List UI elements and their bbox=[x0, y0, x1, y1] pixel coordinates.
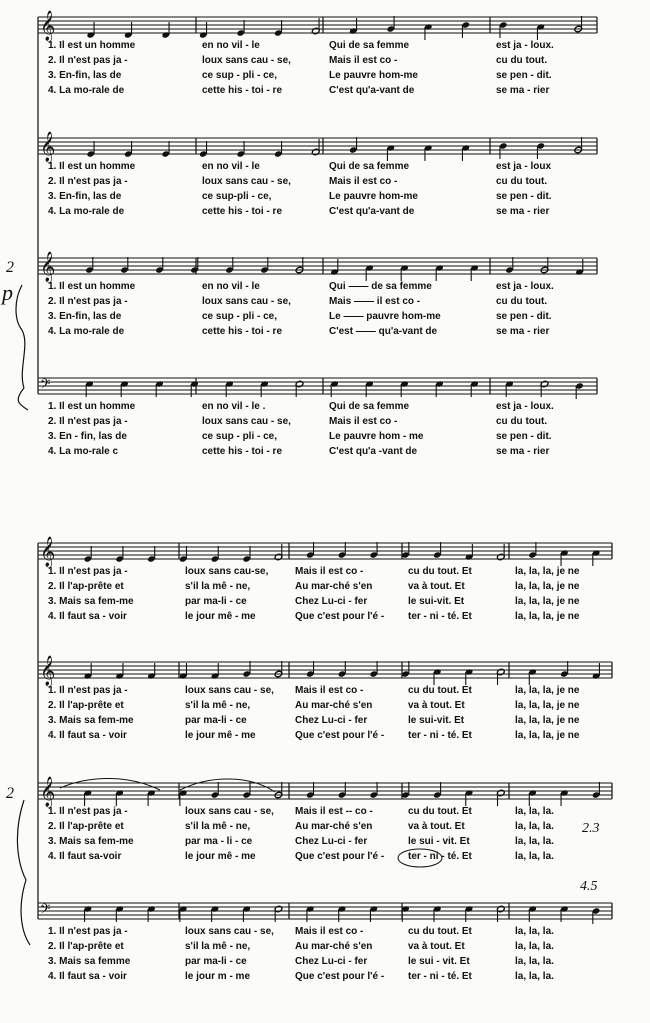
lyric-verse-1: Qui de sa femme bbox=[329, 161, 410, 172]
lyric-verse-4: se ma - rier bbox=[496, 85, 550, 96]
note bbox=[560, 549, 569, 566]
lyric-verse-2: va à tout. Et bbox=[408, 821, 465, 832]
lyric-verse-3: par ma - li - ce bbox=[185, 836, 253, 847]
lyric-verse-2: loux sans cau - se, bbox=[202, 176, 291, 187]
lyric-verse-1: la, la, la, je ne bbox=[515, 566, 580, 577]
note bbox=[306, 782, 315, 799]
lyric-verse-2: 2. Il l'ap-prête et bbox=[48, 941, 124, 952]
lyric-verse-1: Qui de sa femme bbox=[329, 40, 410, 51]
lyric-verse-3: 3. Mais sa fem-me bbox=[48, 836, 134, 847]
lyric-verse-2: Au mar-ché s'en bbox=[295, 581, 373, 592]
note bbox=[461, 144, 470, 161]
lyric-verse-1: cu du tout. Et bbox=[408, 566, 472, 577]
lyric-verse-2: cu du tout. bbox=[496, 176, 548, 187]
lyric-verse-4: C'est qu'a-vant de bbox=[329, 206, 415, 217]
note bbox=[461, 21, 470, 38]
lyric-verse-1: 1. Il est un homme bbox=[48, 281, 136, 292]
lyric-verse-1: Mais il est co - bbox=[295, 926, 364, 937]
lyric-verse-2: la, la, la. bbox=[515, 821, 554, 832]
note bbox=[433, 542, 442, 559]
lyric-verse-2: va à tout. Et bbox=[408, 941, 465, 952]
note bbox=[365, 264, 374, 281]
lyric-verse-3: le sui-vit. Et bbox=[408, 715, 465, 726]
note bbox=[540, 257, 549, 274]
lyric-verse-3: Le —— pauvre hom-me bbox=[329, 311, 441, 322]
lyric-verse-3: par ma-li - ce bbox=[185, 956, 247, 967]
lyric-verse-3: 3. En-fin, las de bbox=[48, 191, 122, 202]
note bbox=[242, 782, 251, 799]
lyric-verse-2: 2. Il n'est pas ja - bbox=[48, 416, 128, 427]
lyric-verse-3: Chez Lu-ci - fer bbox=[295, 596, 368, 607]
note bbox=[574, 137, 583, 154]
staff bbox=[38, 776, 612, 862]
lyric-verse-1: Mais il est co - bbox=[295, 685, 364, 696]
lyric-verse-1: la, la, la. bbox=[515, 926, 554, 937]
lyric-verse-3: le sui - vit. Et bbox=[408, 956, 470, 967]
staff bbox=[38, 536, 612, 622]
lyric-verse-4: 4. Il faut sa-voir bbox=[48, 851, 122, 862]
lyric-verse-4: le jour mê - me bbox=[185, 730, 256, 741]
lyric-verse-4: ter - ni - té. Et bbox=[408, 730, 472, 741]
note bbox=[435, 264, 444, 281]
lyric-verse-3: 3. En-fin, las de bbox=[48, 70, 122, 81]
lyric-verse-1: cu du tout. Et bbox=[408, 926, 472, 937]
lyric-verse-2: Au mar-ché s'en bbox=[295, 700, 373, 711]
note bbox=[386, 16, 395, 33]
lyric-verse-4: cette his - toi - re bbox=[202, 206, 283, 217]
bass-clef-icon: 𝄢 bbox=[40, 901, 51, 920]
note bbox=[115, 789, 124, 806]
lyric-verse-2: Mais il est co - bbox=[329, 176, 398, 187]
music-root bbox=[38, 10, 612, 982]
margin-annotation-p: p bbox=[2, 280, 13, 305]
lyric-verse-1: est ja - loux. bbox=[496, 281, 554, 292]
lyric-verse-4: C'est —— qu'a-vant de bbox=[329, 326, 438, 337]
lyric-verse-4: 4. La mo-rale de bbox=[48, 85, 125, 96]
lyric-verse-2: va à tout. Et bbox=[408, 700, 465, 711]
lyric-verse-2: s'il la mê - ne, bbox=[185, 700, 251, 711]
note bbox=[274, 141, 283, 158]
note bbox=[84, 546, 93, 563]
lyric-verse-4: la, la, la, je ne bbox=[515, 730, 580, 741]
lyric-verse-4: 4. La mo-rale c bbox=[48, 446, 119, 457]
lyric-verse-1: Qui —— de sa femme bbox=[329, 281, 432, 292]
note bbox=[424, 144, 433, 161]
lyric-verse-1: 1. Il n'est pas ja - bbox=[48, 566, 128, 577]
lyric-verse-2: la, la, la, je ne bbox=[515, 581, 580, 592]
lyric-verse-4: le jour mê - me bbox=[185, 611, 256, 622]
lyric-verse-2: 2. Il l'ap-prête et bbox=[48, 700, 124, 711]
bass-clef-icon: 𝄢 bbox=[40, 376, 51, 395]
lyric-verse-3: le sui-vit. Et bbox=[408, 596, 465, 607]
lyric-verse-3: 3. Mais sa femme bbox=[48, 956, 131, 967]
lyric-verse-3: ce sup - pli - ce, bbox=[202, 431, 278, 442]
lyric-verse-3: ce sup-pli - ce, bbox=[202, 191, 272, 202]
note bbox=[465, 668, 474, 685]
note bbox=[179, 546, 188, 563]
note bbox=[369, 661, 378, 678]
lyric-verse-2: Mais il est co - bbox=[329, 416, 398, 427]
staff bbox=[38, 10, 597, 96]
note bbox=[536, 23, 545, 40]
lyric-verse-3: Le pauvre hom - me bbox=[329, 431, 424, 442]
note bbox=[120, 257, 129, 274]
lyric-verse-4: ter - ni - té. Et bbox=[408, 611, 472, 622]
note bbox=[592, 549, 601, 566]
note bbox=[84, 789, 93, 806]
lyric-verse-3: par ma-li - ce bbox=[185, 596, 247, 607]
lyric-verse-3: ce sup - pli - ce, bbox=[202, 311, 278, 322]
note bbox=[179, 789, 188, 806]
treble-clef-icon: 𝄞 bbox=[40, 777, 56, 807]
lyric-verse-1: est ja - loux. bbox=[496, 401, 554, 412]
lyric-verse-1: 1. Il est un homme bbox=[48, 40, 136, 51]
note bbox=[274, 661, 283, 678]
treble-clef-icon: 𝄞 bbox=[40, 537, 56, 567]
note bbox=[124, 141, 133, 158]
note bbox=[274, 782, 283, 799]
lyric-verse-1: cu du tout. Et bbox=[408, 685, 472, 696]
lyric-verse-4: cette his - toi - re bbox=[202, 85, 283, 96]
note bbox=[369, 782, 378, 799]
margin-annotation-2-3: 2.3 bbox=[582, 821, 600, 836]
note bbox=[225, 257, 234, 274]
lyric-verse-4: Que c'est pour l'é - bbox=[295, 971, 385, 982]
note bbox=[536, 142, 545, 159]
lyric-verse-4: la, la, la. bbox=[515, 971, 554, 982]
note bbox=[236, 20, 245, 37]
lyric-verse-4: se ma - rier bbox=[496, 446, 550, 457]
note bbox=[338, 661, 347, 678]
note bbox=[400, 264, 409, 281]
lyric-verse-4: Que c'est pour l'é - bbox=[295, 851, 385, 862]
staff bbox=[38, 901, 612, 982]
lyric-verse-1: 1. Il est un homme bbox=[48, 161, 136, 172]
note bbox=[528, 789, 537, 806]
lyric-verse-1: la, la, la. bbox=[515, 806, 554, 817]
note bbox=[499, 142, 508, 159]
lyric-verse-3: se pen - dit. bbox=[496, 311, 552, 322]
staff bbox=[38, 131, 597, 217]
staff bbox=[38, 251, 597, 337]
staff bbox=[38, 376, 597, 457]
lyric-verse-3: 3. En-fin, las de bbox=[48, 311, 122, 322]
note bbox=[338, 782, 347, 799]
lyric-verse-2: va à tout. Et bbox=[408, 581, 465, 592]
note bbox=[242, 661, 251, 678]
lyric-verse-2: la, la, la. bbox=[515, 941, 554, 952]
lyric-verse-2: Mais —— il est co - bbox=[329, 296, 421, 307]
lyric-verse-1: 1. Il n'est pas ja - bbox=[48, 806, 128, 817]
note bbox=[575, 382, 584, 399]
lyric-verse-3: se pen - dit. bbox=[496, 70, 552, 81]
music-system bbox=[38, 10, 597, 457]
note bbox=[497, 668, 506, 685]
lyric-verse-3: le sui - vit. Et bbox=[408, 836, 470, 847]
note bbox=[470, 264, 479, 281]
lyric-verse-2: s'il la mê - ne, bbox=[185, 821, 251, 832]
note bbox=[161, 141, 170, 158]
staff bbox=[38, 655, 612, 741]
lyric-verse-3: se pen - dit. bbox=[496, 191, 552, 202]
lyric-verse-4: ter - ni - té. Et bbox=[408, 851, 472, 862]
note bbox=[497, 789, 506, 806]
lyric-verse-4: 4. Il faut sa - voir bbox=[48, 611, 127, 622]
note bbox=[86, 141, 95, 158]
lyric-verse-1: loux sans cau - se, bbox=[185, 926, 274, 937]
lyric-verse-2: Mais il est co - bbox=[329, 55, 398, 66]
lyric-verse-1: Qui de sa femme bbox=[329, 401, 410, 412]
lyric-verse-3: 3. En - fin, las de bbox=[48, 431, 127, 442]
lyric-verse-4: se ma - rier bbox=[496, 206, 550, 217]
lyric-verse-3: Chez Lu-ci - fer bbox=[295, 836, 368, 847]
lyric-verse-4: ter - ni - té. Et bbox=[408, 971, 472, 982]
note bbox=[147, 789, 156, 806]
note bbox=[155, 257, 164, 274]
lyric-verse-4: C'est qu'a-vant de bbox=[329, 85, 415, 96]
note bbox=[369, 542, 378, 559]
lyric-verse-2: s'il la mê - ne, bbox=[185, 941, 251, 952]
lyric-verse-2: 2. Il n'est pas ja - bbox=[48, 176, 128, 187]
note bbox=[528, 668, 537, 685]
lyric-verse-1: loux sans cau - se, bbox=[185, 806, 274, 817]
note bbox=[560, 661, 569, 678]
lyric-verse-2: cu du tout. bbox=[496, 416, 548, 427]
lyric-verse-3: par ma-li - ce bbox=[185, 715, 247, 726]
lyric-verse-4: la, la, la, je ne bbox=[515, 611, 580, 622]
note bbox=[349, 137, 358, 154]
lyric-verse-4: Que c'est pour l'é - bbox=[295, 730, 385, 741]
note bbox=[260, 257, 269, 274]
margin-annotation-4-5: 4.5 bbox=[580, 879, 598, 894]
lyric-verse-4: le jour m - me bbox=[185, 971, 251, 982]
phrase-slur bbox=[180, 779, 275, 792]
treble-clef-icon: 𝄞 bbox=[40, 132, 56, 162]
lyric-verse-4: cette his - toi - re bbox=[202, 326, 283, 337]
phrase-slur bbox=[60, 778, 160, 790]
note bbox=[424, 23, 433, 40]
note bbox=[236, 141, 245, 158]
lyric-verse-2: loux sans cau - se, bbox=[202, 296, 291, 307]
margin-brace-scribble bbox=[16, 285, 28, 410]
lyric-verse-2: loux sans cau - se, bbox=[202, 55, 291, 66]
margin-annotation-2a: 2 bbox=[6, 259, 14, 276]
lyric-verse-1: 1. Il est un homme bbox=[48, 401, 136, 412]
lyric-verse-3: ce sup - pli - ce, bbox=[202, 70, 278, 81]
lyric-verse-1: loux sans cau - se, bbox=[185, 685, 274, 696]
lyric-verse-4: le jour mê - me bbox=[185, 851, 256, 862]
lyric-verse-3: Le pauvre hom-me bbox=[329, 191, 418, 202]
lyric-verse-1: Mais il est -- co - bbox=[295, 806, 373, 817]
lyric-verse-1: cu du tout. Et bbox=[408, 806, 472, 817]
note bbox=[274, 20, 283, 37]
note bbox=[592, 907, 601, 924]
lyric-verse-1: est ja - loux. bbox=[496, 40, 554, 51]
lyric-verse-1: en no vil - le bbox=[202, 161, 260, 172]
lyric-verse-2: Au mar-ché s'en bbox=[295, 941, 373, 952]
note bbox=[295, 257, 304, 274]
note bbox=[242, 546, 251, 563]
lyric-verse-3: Le pauvre hom-me bbox=[329, 70, 418, 81]
lyric-verse-4: 4. Il faut sa - voir bbox=[48, 971, 127, 982]
lyric-verse-2: s'il la mê - ne, bbox=[185, 581, 251, 592]
lyric-verse-3: Chez Lu-ci - fer bbox=[295, 715, 368, 726]
note bbox=[85, 257, 94, 274]
lyric-verse-2: 2. Il l'ap-prête et bbox=[48, 581, 124, 592]
note bbox=[433, 668, 442, 685]
lyric-verse-4: se ma - rier bbox=[496, 326, 550, 337]
lyric-verse-4: Que c'est pour l'é - bbox=[295, 611, 385, 622]
lyric-verse-1: Mais il est co - bbox=[295, 566, 364, 577]
note bbox=[465, 789, 474, 806]
note bbox=[338, 542, 347, 559]
lyric-verse-2: 2. Il n'est pas ja - bbox=[48, 55, 128, 66]
note bbox=[115, 546, 124, 563]
lyric-verse-2: cu du tout. bbox=[496, 55, 548, 66]
lyric-verse-2: cu du tout. bbox=[496, 296, 548, 307]
lyric-verse-3: la, la, la, je ne bbox=[515, 715, 580, 726]
treble-clef-icon: 𝄞 bbox=[40, 252, 56, 282]
lyric-verse-1: 1. Il n'est pas ja - bbox=[48, 685, 128, 696]
note bbox=[190, 257, 199, 274]
lyric-verse-3: 3. Mais sa fem-me bbox=[48, 596, 134, 607]
note bbox=[433, 782, 442, 799]
margin-annotation-2b: 2 bbox=[6, 785, 14, 802]
lyric-verse-4: 4. Il faut sa - voir bbox=[48, 730, 127, 741]
lyric-verse-2: 2. Il l'ap-prête et bbox=[48, 821, 124, 832]
lyric-verse-1: est ja - loux bbox=[496, 161, 552, 172]
lyric-verse-3: Chez Lu-ci - fer bbox=[295, 956, 368, 967]
note bbox=[505, 257, 514, 274]
note bbox=[211, 782, 220, 799]
note bbox=[386, 144, 395, 161]
lyric-verse-4: C'est qu'a -vant de bbox=[329, 446, 418, 457]
lyric-verse-4: 4. La mo-rale de bbox=[48, 326, 125, 337]
lyric-verse-3: 3. Mais sa fem-me bbox=[48, 715, 134, 726]
lyric-verse-1: en no vil - le bbox=[202, 281, 260, 292]
note bbox=[306, 661, 315, 678]
note bbox=[147, 546, 156, 563]
note bbox=[199, 141, 208, 158]
lyric-verse-1: loux sans cau-se, bbox=[185, 566, 269, 577]
lyric-verse-2: la, la, la, je ne bbox=[515, 700, 580, 711]
note bbox=[306, 542, 315, 559]
lyric-verse-2: Au mar-ché s'en bbox=[295, 821, 373, 832]
lyric-verse-2: loux sans cau - se, bbox=[202, 416, 291, 427]
lyric-verse-3: se pen - dit. bbox=[496, 431, 552, 442]
lyric-verse-3: la, la, la, je ne bbox=[515, 596, 580, 607]
lyric-verse-1: en no vil - le . bbox=[202, 401, 266, 412]
treble-clef-icon: 𝄞 bbox=[40, 656, 56, 686]
lyric-verse-3: la, la, la. bbox=[515, 836, 554, 847]
lyric-verse-2: 2. Il n'est pas ja - bbox=[48, 296, 128, 307]
note bbox=[499, 21, 508, 38]
treble-clef-icon: 𝄞 bbox=[40, 11, 56, 41]
music-system bbox=[38, 536, 612, 982]
note bbox=[211, 546, 220, 563]
note bbox=[528, 542, 537, 559]
note bbox=[574, 16, 583, 33]
margin-brace-scribble-2 bbox=[17, 800, 30, 945]
lyric-verse-4: la, la, la. bbox=[515, 851, 554, 862]
lyric-verse-1: 1. Il n'est pas ja - bbox=[48, 926, 128, 937]
lyric-verse-1: en no vil - le bbox=[202, 40, 260, 51]
lyric-verse-4: cette his - toi - re bbox=[202, 446, 283, 457]
lyric-verse-4: 4. La mo-rale de bbox=[48, 206, 125, 217]
lyric-verse-1: la, la, la, je ne bbox=[515, 685, 580, 696]
note bbox=[560, 789, 569, 806]
note bbox=[592, 782, 601, 799]
lyric-verse-3: la, la, la. bbox=[515, 956, 554, 967]
